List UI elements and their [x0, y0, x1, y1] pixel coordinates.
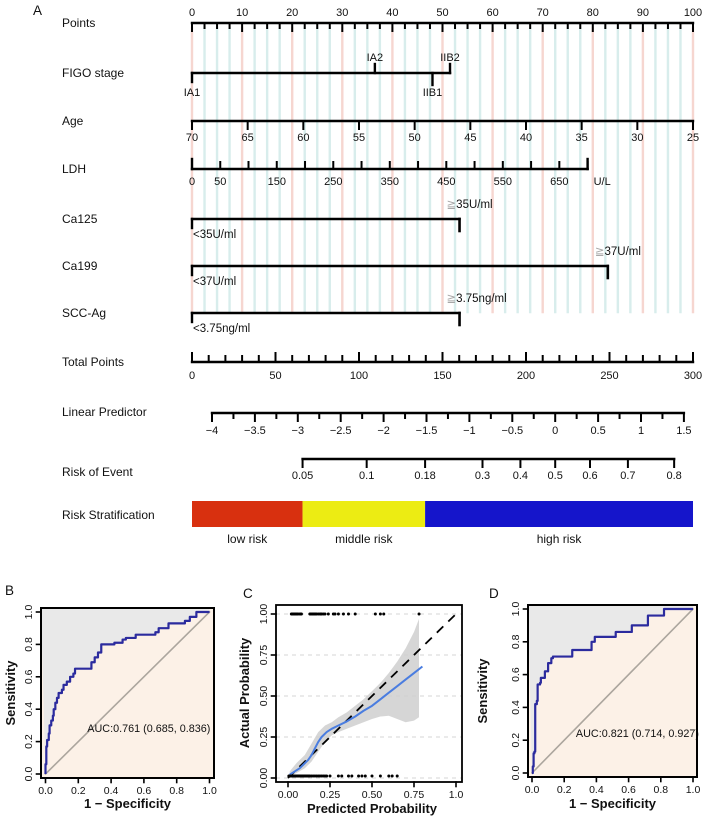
y-tick-label: 0.50	[258, 685, 270, 707]
tick-label: 1.5	[676, 425, 692, 437]
x-tick-label: 0.6	[621, 784, 636, 796]
rug-dot	[329, 775, 332, 778]
rug-dot	[340, 775, 343, 778]
y-tick-label: 1.00	[258, 603, 270, 625]
tick-label: 0	[188, 370, 196, 382]
row-label-sccag: SCC-Ag	[62, 306, 107, 320]
row-label-strat: Risk Stratification	[62, 508, 155, 522]
tick-label: 0	[188, 176, 196, 188]
y-tick-label: 0.2	[510, 732, 522, 748]
y-tick-label: 0.00	[258, 767, 270, 789]
risk-segment-2	[425, 501, 693, 527]
tick-label: 300	[683, 370, 703, 382]
x-tick-label: 0.75	[403, 789, 425, 801]
row-label-lp: Linear Predictor	[62, 405, 147, 419]
category-label: IA2	[366, 52, 384, 64]
x-tick-label: 0.2	[70, 785, 86, 797]
high-label: ≧3.75ng/ml	[446, 293, 507, 305]
panel-label-b: B	[5, 583, 15, 598]
risk-segment-0	[192, 501, 303, 527]
tick-label: 70	[536, 7, 549, 19]
tick-label: 0.1	[359, 470, 375, 482]
tick-label: −1.5	[415, 425, 438, 437]
x-tick-label: 0.4	[589, 784, 604, 796]
x-tick-label: 0.25	[319, 789, 341, 801]
nomogram-row-strat	[62, 501, 693, 546]
y-axis-title: Actual Probability	[237, 637, 252, 749]
low-label: <3.75ng/ml	[193, 323, 251, 335]
tick-label: 200	[516, 370, 536, 382]
x-tick-label: 1.0	[202, 785, 217, 797]
tick-label: 250	[600, 370, 619, 382]
x-tick-label: 0.8	[653, 784, 669, 796]
tick-label: 100	[683, 7, 703, 19]
tick-label: 45	[464, 132, 477, 144]
rug-dot	[325, 775, 328, 778]
x-tick-label: 0.6	[136, 785, 152, 797]
row-label-ca199: Ca199	[62, 259, 98, 273]
low-label: <37U/ml	[193, 276, 237, 288]
tick-label: 60	[486, 7, 499, 19]
tick-label: −3.5	[244, 425, 266, 437]
category-label: IA1	[183, 87, 201, 99]
tick-label: 100	[349, 370, 369, 382]
tick-label: 60	[297, 132, 310, 144]
row-label-ca125: Ca125	[62, 212, 98, 226]
panel-d-roc-curve	[470, 575, 708, 821]
panel-label-c: C	[243, 586, 253, 601]
tick-label: 65	[241, 132, 254, 144]
roc-svg-b	[0, 575, 235, 821]
tick-label: 0.7	[620, 470, 636, 482]
tick-label: −2	[377, 425, 390, 437]
tick-label: 50	[436, 7, 449, 19]
rug-dot	[382, 613, 385, 616]
x-tick-label: 0.0	[524, 784, 540, 796]
nomogram-row-total	[62, 353, 702, 382]
row-label-risk: Risk of Event	[62, 465, 133, 479]
rug-dot	[364, 775, 367, 778]
tick-label: 1	[637, 425, 645, 437]
row-label-points: Points	[62, 16, 96, 30]
y-tick-label: 0.4	[510, 700, 522, 715]
tick-label: 30	[336, 7, 349, 19]
rug-dot	[342, 613, 345, 616]
x-tick-label: 1.0	[448, 789, 464, 801]
x-axis-title: Predicted Probability	[306, 801, 438, 816]
row-label-age: Age	[62, 114, 84, 128]
tick-label: 40	[386, 7, 399, 19]
tick-label: 450	[437, 176, 456, 188]
tick-label: −1	[463, 425, 476, 437]
nomogram-row-ldh	[62, 159, 611, 188]
panel-label-a: A	[33, 3, 43, 18]
auc-annotation: AUC:0.821 (0.714, 0.927)	[575, 727, 699, 740]
x-tick-label: 0.4	[103, 785, 119, 797]
rug-dot	[334, 613, 337, 616]
risk-segment-1	[303, 501, 426, 527]
category-label: IIB1	[422, 87, 443, 99]
x-tick-label: 1.0	[685, 784, 701, 796]
y-tick-label: 0.6	[510, 667, 522, 682]
tick-label: 50	[408, 132, 421, 144]
nomogram-row-sccag	[62, 293, 507, 335]
high-label: ≧37U/ml	[594, 246, 641, 258]
auc-annotation: AUC:0.761 (0.685, 0.836)	[87, 722, 211, 735]
tick-label: 50	[269, 370, 282, 382]
high-label: ≧35U/ml	[446, 199, 493, 211]
tick-label: 0.18	[414, 470, 436, 482]
tick-label: 35	[575, 132, 588, 144]
y-tick-label: 0.0	[23, 766, 35, 782]
tick-label: 50	[214, 176, 227, 188]
tick-label: −0.5	[501, 425, 524, 437]
x-tick-label: 0.00	[277, 789, 299, 801]
rug-dot	[347, 775, 350, 778]
y-tick-label: 0.8	[23, 637, 35, 652]
y-tick-label: 1.0	[510, 601, 522, 617]
panel-c-calibration	[235, 575, 470, 821]
y-tick-label: 0.0	[510, 765, 522, 781]
y-tick-label: 0.4	[23, 701, 35, 717]
rug-dot	[357, 775, 360, 778]
y-tick-label: 0.75	[258, 644, 270, 666]
row-label-total: Total Points	[62, 355, 125, 369]
tick-label: 350	[380, 176, 399, 188]
tick-label: 650	[550, 176, 569, 188]
rug-dot	[379, 613, 382, 616]
y-tick-label: 0.2	[23, 734, 35, 749]
tick-label: −4	[205, 425, 219, 437]
tick-label: 0	[188, 7, 196, 19]
category-label: IIB2	[440, 52, 460, 64]
rug-dot	[391, 775, 394, 778]
y-tick-label: 1.0	[23, 604, 35, 620]
row-label-ldh: LDH	[62, 162, 87, 176]
tick-label: 0.5	[547, 470, 563, 482]
nomogram-row-figo	[62, 52, 460, 99]
nomogram-row-ca125	[62, 199, 493, 241]
rug-dot	[347, 613, 350, 616]
tick-label: 0	[552, 425, 559, 437]
y-tick-label: 0.25	[258, 726, 270, 748]
tick-label: 10	[235, 7, 249, 19]
y-tick-label: 0.6	[23, 669, 35, 685]
tick-label: 55	[352, 132, 366, 144]
panel-b-roc-curve	[0, 575, 235, 821]
x-tick-label: 0.2	[556, 784, 572, 796]
tick-label: 150	[267, 176, 286, 188]
rug-dot	[371, 775, 374, 778]
unit-label: U/L	[593, 176, 611, 188]
nomogram-row-risk	[62, 459, 682, 482]
tick-label: 80	[586, 7, 599, 19]
tick-label: 25	[686, 132, 700, 144]
rug-dot	[360, 775, 363, 778]
rug-dot	[418, 613, 421, 616]
tick-label: 0.5	[590, 425, 606, 437]
y-tick-label: 0.8	[510, 634, 522, 650]
tick-label: −3	[291, 425, 305, 437]
tick-label: 0.6	[582, 470, 598, 482]
tick-label: 0.4	[512, 470, 529, 482]
tick-label: −2.5	[329, 425, 352, 437]
rug-dot	[379, 775, 382, 778]
rug-dot	[354, 613, 357, 616]
risk-segment-label: middle risk	[335, 532, 393, 546]
rug-dot	[337, 775, 340, 778]
tick-label: 30	[631, 132, 644, 144]
risk-segment-label: high risk	[536, 532, 582, 546]
tick-label: 550	[493, 176, 513, 188]
rug-dot	[323, 613, 326, 616]
tick-label: 250	[324, 176, 343, 188]
rug-dot	[327, 613, 330, 616]
tick-label: 0.8	[666, 470, 682, 482]
risk-segment-label: low risk	[227, 532, 268, 546]
tick-label: 90	[636, 7, 650, 19]
rug-dot	[337, 613, 340, 616]
tick-label: 40	[519, 132, 533, 144]
y-axis-title: Sensitivity	[475, 658, 490, 724]
rug-dot	[374, 613, 377, 616]
x-tick-label: 0.8	[169, 785, 185, 797]
tick-label: 20	[286, 7, 299, 19]
plot-background	[276, 605, 462, 782]
y-axis-title: Sensitivity	[3, 660, 18, 726]
tick-label: 70	[185, 132, 199, 144]
roc-svg-d	[470, 575, 708, 821]
nomogram-row-lp	[62, 405, 692, 437]
rug-dot	[350, 775, 353, 778]
x-axis-title: 1 − Specificity	[568, 796, 657, 811]
row-label-figo: FIGO stage	[62, 66, 125, 80]
panel-label-d: D	[489, 586, 499, 601]
tick-label: 0.05	[291, 470, 314, 482]
x-tick-label: 0.0	[38, 785, 53, 797]
calibration-svg	[235, 575, 470, 821]
x-tick-label: 0.50	[361, 789, 383, 801]
rug-dot	[396, 775, 399, 778]
tick-label: 150	[433, 370, 452, 382]
rug-dot	[300, 613, 303, 616]
low-label: <35U/ml	[193, 229, 237, 241]
tick-label: 0.3	[474, 470, 491, 482]
rug-dot	[387, 775, 390, 778]
x-axis-title: 1 − Specificity	[83, 796, 172, 811]
nomogram-row-points	[62, 7, 702, 31]
